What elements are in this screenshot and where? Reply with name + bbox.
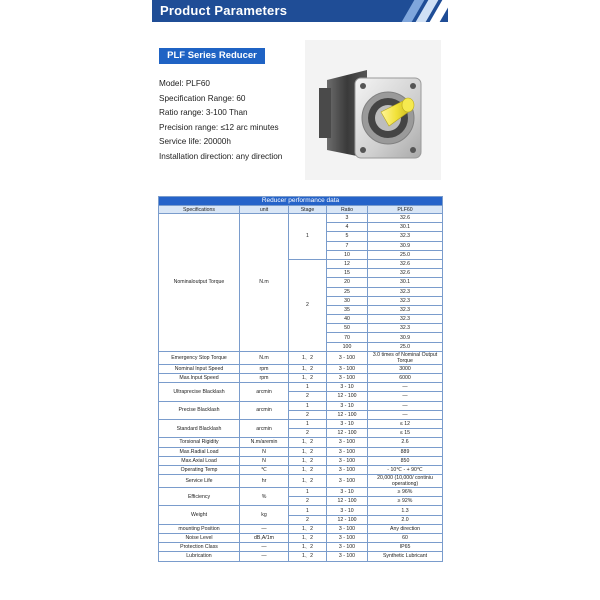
stage-cell: 2 xyxy=(289,259,327,351)
spec-cell: Emergency Stop Torque xyxy=(159,351,240,364)
value-cell: 32.3 xyxy=(368,296,443,305)
value-cell: 1.3 xyxy=(368,506,443,515)
value-cell: — xyxy=(368,392,443,401)
stage-cell: 1、2 xyxy=(289,534,327,543)
col-header: Specifications xyxy=(159,206,240,214)
ratio-cell: 7 xyxy=(327,241,368,250)
row-efficiency xyxy=(159,488,443,497)
stage-cell: 1、2 xyxy=(289,552,327,561)
table-body xyxy=(159,214,443,562)
spec-cell: Noise Level xyxy=(159,534,240,543)
torque-spec-cell: Nominaloutput Torque xyxy=(159,214,240,352)
unit-cell: hr xyxy=(240,475,289,488)
value-cell: 3000 xyxy=(368,364,443,373)
value-cell: 30.1 xyxy=(368,223,443,232)
performance-table xyxy=(158,196,443,562)
value-cell: 889 xyxy=(368,447,443,456)
value-cell: 32.3 xyxy=(368,305,443,314)
value-cell: ≥ 96% xyxy=(368,488,443,497)
spec-model: Model: PLF60 xyxy=(159,79,210,88)
stage-cell: 1、2 xyxy=(289,438,327,447)
series-badge: PLF Series Reducer xyxy=(159,48,265,64)
gear-reducer-image xyxy=(305,40,441,180)
row-ultraprecise-backlash xyxy=(159,383,443,392)
spec-cell: mounting Position xyxy=(159,524,240,533)
col-header: Stage xyxy=(289,206,327,214)
row-operating-temp xyxy=(159,465,443,474)
ratio-cell: 5 xyxy=(327,232,368,241)
unit-cell: — xyxy=(240,524,289,533)
stage-cell: 1、2 xyxy=(289,465,327,474)
stage-cell: 1 xyxy=(289,383,327,392)
unit-cell: N.m xyxy=(240,351,289,364)
stage-cell: 1、2 xyxy=(289,524,327,533)
value-cell: 30.1 xyxy=(368,278,443,287)
ratio-cell: 3 - 10 xyxy=(327,506,368,515)
spec-cell: Operating Temp xyxy=(159,465,240,474)
stage-cell: 1、2 xyxy=(289,351,327,364)
stage-cell: 1、2 xyxy=(289,475,327,488)
header-banner xyxy=(152,0,448,22)
ratio-cell: 3 - 100 xyxy=(327,447,368,456)
row-noise-level xyxy=(159,534,443,543)
stage-cell: 1 xyxy=(289,214,327,260)
spec-cell: Lubrication xyxy=(159,552,240,561)
ratio-cell: 3 - 100 xyxy=(327,351,368,364)
row-service-life xyxy=(159,475,443,488)
value-cell: 30.9 xyxy=(368,241,443,250)
table-row xyxy=(159,214,443,223)
value-cell: ≥ 92% xyxy=(368,497,443,506)
stage-cell: 1、2 xyxy=(289,447,327,456)
page-title: Product Parameters xyxy=(160,3,288,18)
ratio-cell: 40 xyxy=(327,315,368,324)
table-caption: Reducer performance data xyxy=(159,197,443,206)
ratio-cell: 3 - 10 xyxy=(327,419,368,428)
ratio-cell: 3 - 100 xyxy=(327,374,368,383)
unit-cell: N xyxy=(240,456,289,465)
row-weight xyxy=(159,506,443,515)
unit-cell: — xyxy=(240,543,289,552)
row-max-input-speed xyxy=(159,374,443,383)
spec-cell: Max.Input Speed xyxy=(159,374,240,383)
ratio-cell: 3 - 100 xyxy=(327,543,368,552)
value-cell: 32.3 xyxy=(368,232,443,241)
col-header: PLF60 xyxy=(368,206,443,214)
row-torsional-rigidity xyxy=(159,438,443,447)
spec-cell: Weight xyxy=(159,506,240,524)
performance-table-wrap xyxy=(158,196,442,562)
spec-cell: Nominal Input Speed xyxy=(159,364,240,373)
value-cell: 25.0 xyxy=(368,342,443,351)
spec-cell: Standard Blacklash xyxy=(159,419,240,437)
spec-cell: Precise Blacklash xyxy=(159,401,240,419)
ratio-cell: 12 - 100 xyxy=(327,497,368,506)
stage-cell: 1、2 xyxy=(289,543,327,552)
value-cell: — xyxy=(368,383,443,392)
stage-cell: 2 xyxy=(289,497,327,506)
spec-cell: Max.Axial Load xyxy=(159,456,240,465)
stage-cell: 1 xyxy=(289,419,327,428)
row-emergency-stop-torque xyxy=(159,351,443,364)
row-precise-backlash xyxy=(159,401,443,410)
stage-cell: 2 xyxy=(289,392,327,401)
spec-installation: Installation direction: any direction xyxy=(159,151,283,161)
unit-cell: % xyxy=(240,488,289,506)
ratio-cell: 100 xyxy=(327,342,368,351)
ratio-cell: 3 - 100 xyxy=(327,456,368,465)
value-cell: 850 xyxy=(368,456,443,465)
unit-cell: rpm xyxy=(240,374,289,383)
unit-cell: dB,A/1m xyxy=(240,534,289,543)
unit-cell: arcmin xyxy=(240,401,289,419)
unit-cell: rpm xyxy=(240,364,289,373)
ratio-cell: 3 - 10 xyxy=(327,383,368,392)
stage-cell: 1 xyxy=(289,488,327,497)
spec-cell: Protection Class xyxy=(159,543,240,552)
ratio-cell: 70 xyxy=(327,333,368,342)
value-cell: 3.0 times of Nominal Output Torque xyxy=(368,351,443,364)
ratio-cell: 3 - 100 xyxy=(327,552,368,561)
stage-cell: 2 xyxy=(289,410,327,419)
stage-cell: 1、2 xyxy=(289,374,327,383)
ratio-cell: 12 xyxy=(327,259,368,268)
ratio-cell: 3 - 100 xyxy=(327,524,368,533)
value-cell: ≤ 15 xyxy=(368,429,443,438)
value-cell: 32.6 xyxy=(368,214,443,223)
value-cell: 6000 xyxy=(368,374,443,383)
unit-cell: N xyxy=(240,447,289,456)
spec-life: Service life: 20000h xyxy=(159,137,231,147)
value-cell: 32.3 xyxy=(368,324,443,333)
stage-cell: 2 xyxy=(289,429,327,438)
ratio-cell: 3 - 100 xyxy=(327,438,368,447)
value-cell: IP65 xyxy=(368,543,443,552)
value-cell: 2.6 xyxy=(368,438,443,447)
value-cell: — xyxy=(368,410,443,419)
ratio-cell: 35 xyxy=(327,305,368,314)
spec-cell: Service Life xyxy=(159,475,240,488)
spec-cell: Max.Radial Load xyxy=(159,447,240,456)
stage-cell: 1 xyxy=(289,506,327,515)
ratio-cell: 20 xyxy=(327,278,368,287)
value-cell: ≤ 12 xyxy=(368,419,443,428)
row-mounting-position xyxy=(159,524,443,533)
row-max-axial-load xyxy=(159,456,443,465)
unit-cell: ℃ xyxy=(240,465,289,474)
ratio-cell: 12 - 100 xyxy=(327,410,368,419)
ratio-cell: 3 - 100 xyxy=(327,534,368,543)
ratio-cell: 15 xyxy=(327,269,368,278)
ratio-cell: 3 - 10 xyxy=(327,488,368,497)
value-cell: Any direction xyxy=(368,524,443,533)
value-cell: 32.3 xyxy=(368,287,443,296)
ratio-cell: 25 xyxy=(327,287,368,296)
unit-cell: — xyxy=(240,552,289,561)
value-cell: 60 xyxy=(368,534,443,543)
ratio-cell: 3 - 100 xyxy=(327,364,368,373)
value-cell: — xyxy=(368,401,443,410)
stage-cell: 1、2 xyxy=(289,456,327,465)
ratio-cell: 3 - 10 xyxy=(327,401,368,410)
value-cell: Synthetic Lubricant xyxy=(368,552,443,561)
col-header: Ratio xyxy=(327,206,368,214)
row-lubrication xyxy=(159,552,443,561)
value-cell: 32.6 xyxy=(368,259,443,268)
col-header: unit xyxy=(240,206,289,214)
value-cell: - 10℃ - + 90℃ xyxy=(368,465,443,474)
ratio-cell: 30 xyxy=(327,296,368,305)
unit-cell: arcmin xyxy=(240,383,289,401)
spec-precision: Precision range: ≤12 arc minutes xyxy=(159,122,279,132)
torque-unit-cell: N.m xyxy=(240,214,289,352)
value-cell: 25.0 xyxy=(368,250,443,259)
stage-cell: 1 xyxy=(289,401,327,410)
unit-cell: arcmin xyxy=(240,419,289,437)
ratio-cell: 10 xyxy=(327,250,368,259)
spec-cell: Efficiency xyxy=(159,488,240,506)
spec-list xyxy=(159,77,282,165)
row-protection-class xyxy=(159,543,443,552)
ratio-cell: 50 xyxy=(327,324,368,333)
unit-cell: N.m/aremin xyxy=(240,438,289,447)
value-cell: 2.0 xyxy=(368,515,443,524)
ratio-cell: 3 - 100 xyxy=(327,465,368,474)
ratio-cell: 12 - 100 xyxy=(327,429,368,438)
spec-range: Specification Range: 60 xyxy=(159,93,246,103)
stage-cell: 1、2 xyxy=(289,364,327,373)
unit-cell: kg xyxy=(240,506,289,524)
spec-ratio: Ratio range: 3-100 Than xyxy=(159,108,248,118)
row-max-radial-load xyxy=(159,447,443,456)
ratio-cell: 12 - 100 xyxy=(327,515,368,524)
value-cell: 32.3 xyxy=(368,315,443,324)
spec-cell: Torsional Rigidity xyxy=(159,438,240,447)
ratio-cell: 12 - 100 xyxy=(327,392,368,401)
row-nominal-input-speed xyxy=(159,364,443,373)
ratio-cell: 3 xyxy=(327,214,368,223)
ratio-cell: 4 xyxy=(327,223,368,232)
ratio-cell: 3 - 100 xyxy=(327,475,368,488)
value-cell: 30.9 xyxy=(368,333,443,342)
stage-cell: 2 xyxy=(289,515,327,524)
value-cell: 32.6 xyxy=(368,269,443,278)
row-standard-backlash xyxy=(159,419,443,428)
value-cell: 20,000 (10,000/ continiu operationg) xyxy=(368,475,443,488)
spec-cell: Ultraprecise Blacklash xyxy=(159,383,240,401)
